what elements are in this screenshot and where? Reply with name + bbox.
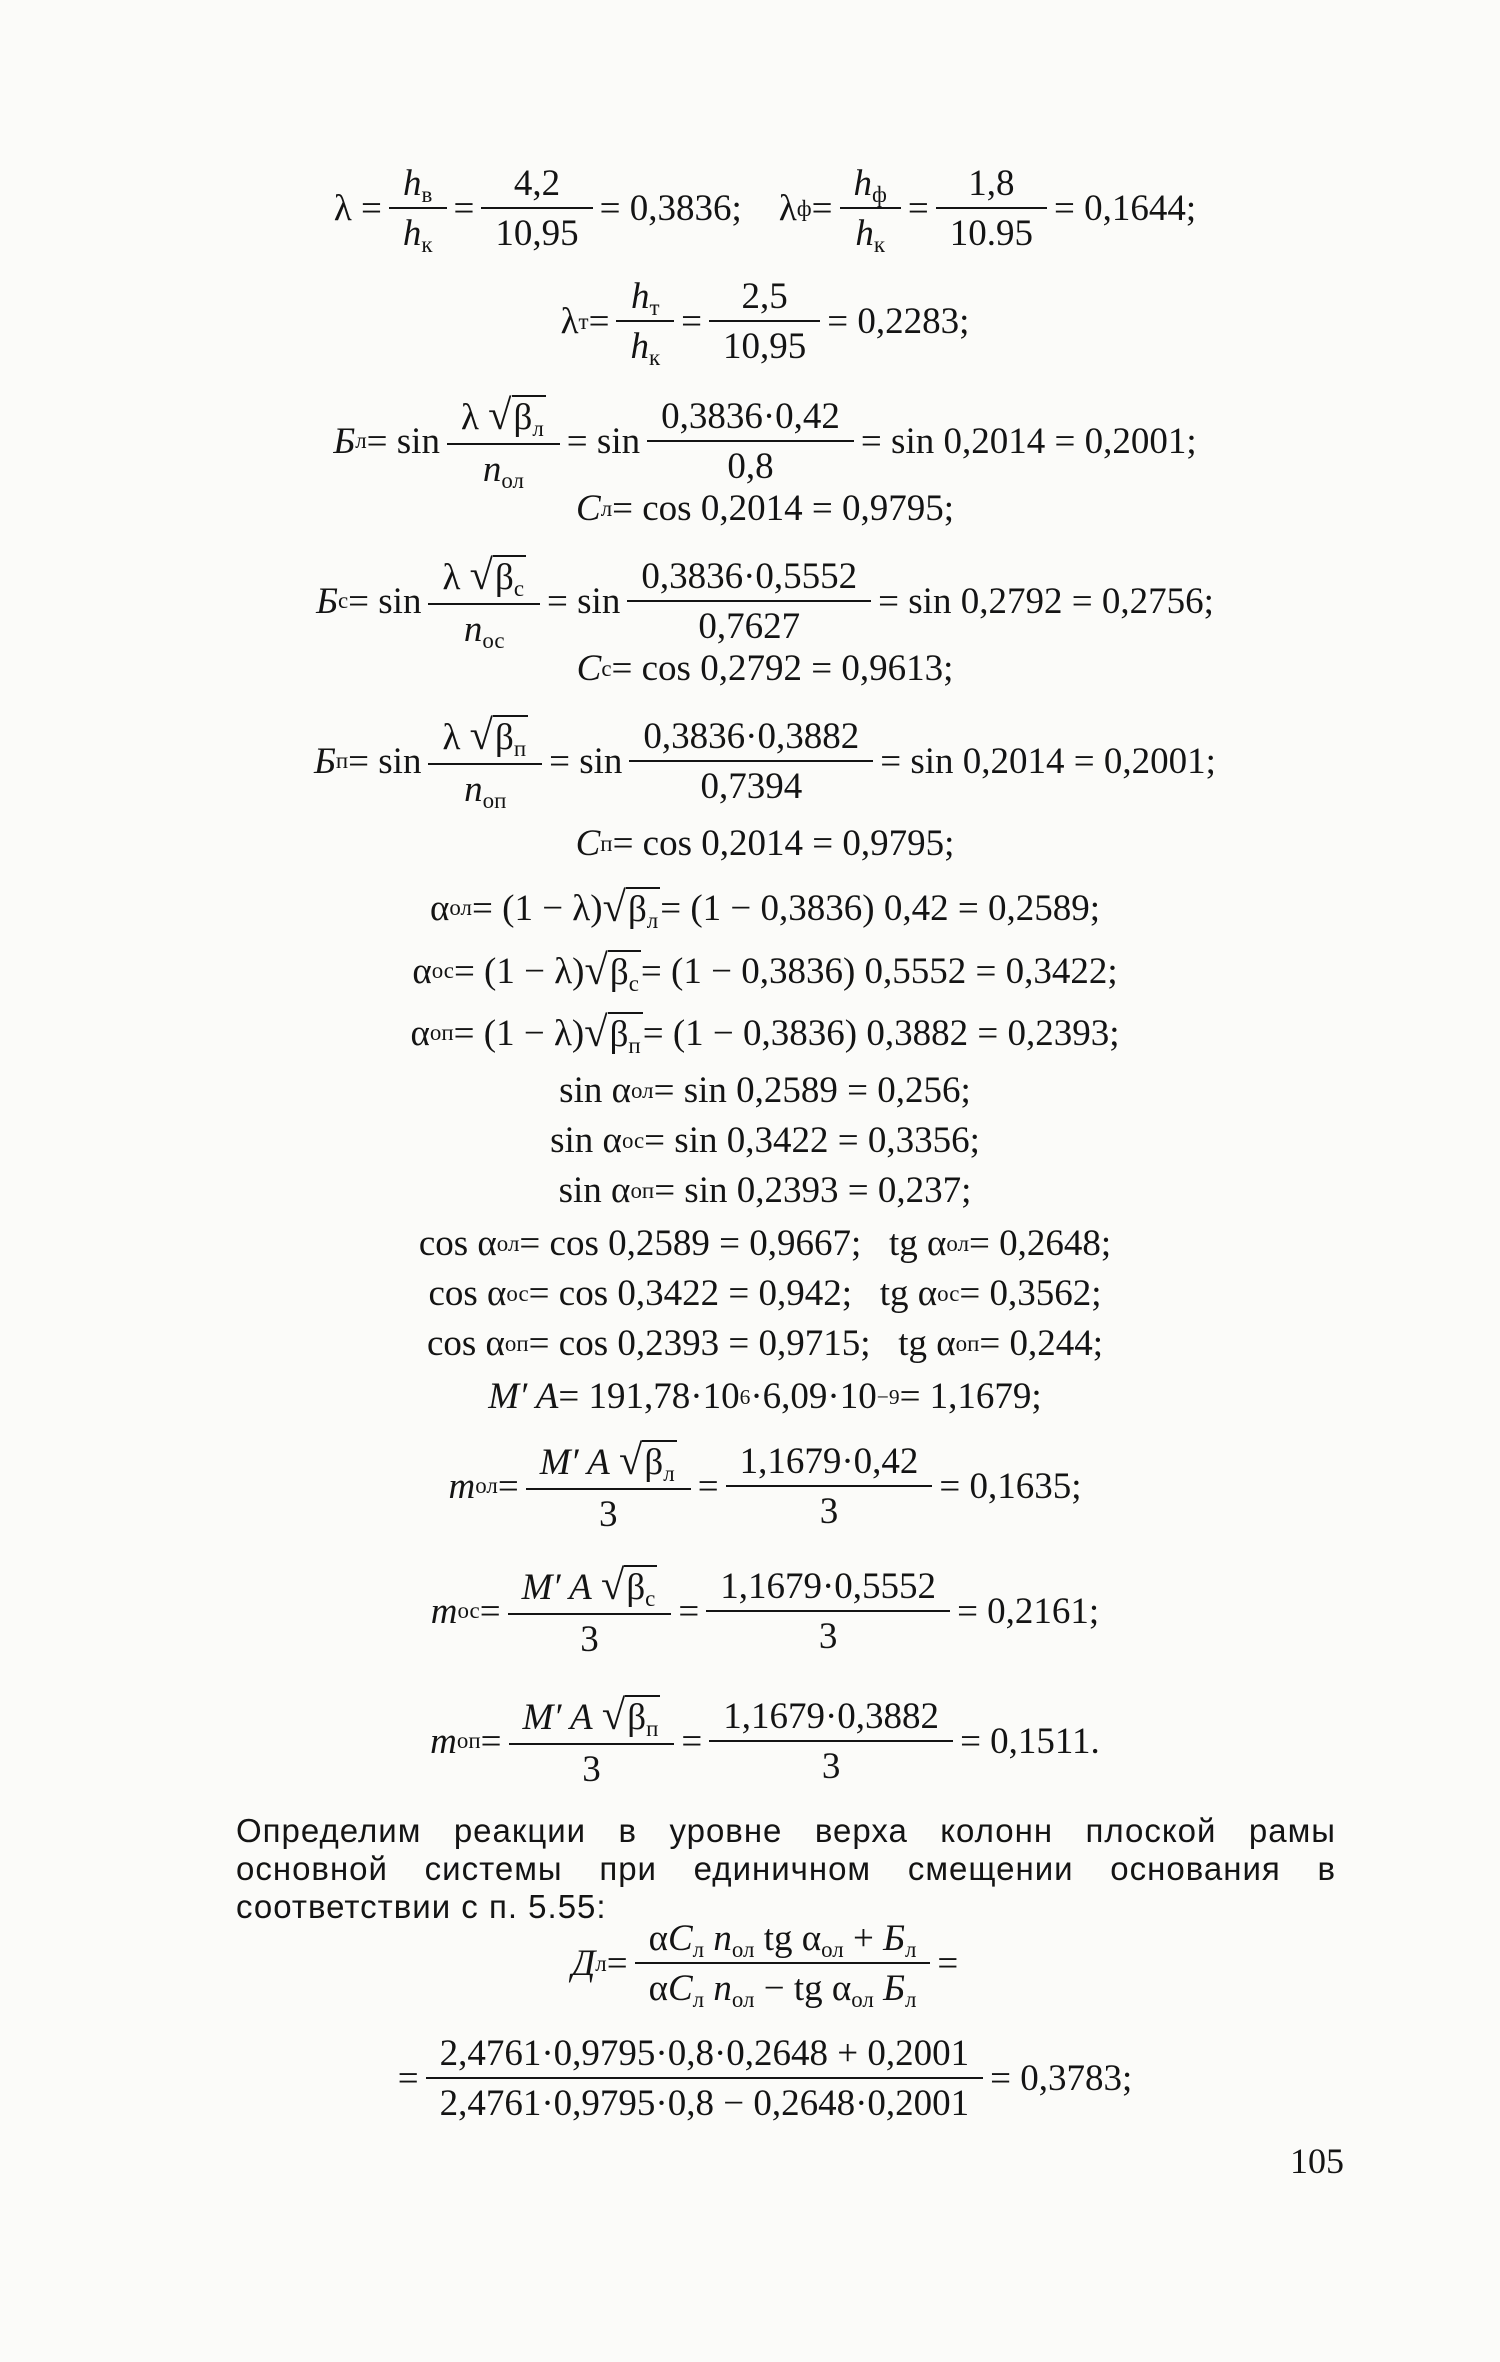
formula-b-c: Б с = sin $\frac{\lambda √\beta_с}{n_{ос}}$ = sin $\frac{0,3836\cdot 0,5552}{0,7627}$ = sin 0,2792 = 0,2756; [316, 552, 1214, 653]
formula-b-p: Б п = sin $\frac{\lambda √\beta_п}{n_{оп}}$ = sin $\frac{0,3836\cdot 0,3882}{0,7394}$ = sin 0,2014 = 0,2001; [314, 712, 1216, 813]
formula-sin-oc: sin α ос = sin 0,3422 = 0,3356; [550, 1120, 980, 1161]
formula-m-oc: m ос = $\frac{M' A √\beta_с}{3}$ = $\frac{1,1679\cdot 0,5552}{3}$ = 0,2161; [430, 1562, 1100, 1660]
formula-d-l-value: = $\frac{2,4761\cdot 0,9795\cdot 0,8\cdot 0,2648 + 0,2001}{2,4761\cdot 0,9795\cdot 0,8 - 0,2648\cdot 0,2001}$ = 0,3783; [397, 2033, 1133, 2124]
formula-alpha-oc: α ос = (1 − λ) $√\beta_с$ = (1 − 0,3836) 0,5552 = 0,3422; [412, 947, 1118, 996]
body-paragraph: Определим реакции в уровне верха колонн плоской рамы основной системы при единичном смещении основания в соответствии с п. 5.55: [236, 1812, 1336, 1925]
formula-c-c: С с = cos 0,2792 = 0,9613; [576, 648, 954, 689]
formula-sin-ol: sin α ол = sin 0,2589 = 0,256; [559, 1070, 971, 1111]
formula-sin-op: sin α оп = sin 0,2393 = 0,237; [558, 1170, 972, 1211]
formula-d-l: Д л = $\frac{\alpha С_л n_{ол} tg \alpha_{ол} + Б_л}{\alpha С_л n_{ол} - tg \alpha_{ол} Б_л}$ = [571, 1918, 959, 2012]
formula-cos-tg-op: cos α оп = cos 0,2393 = 0,9715; tg α оп = 0,244; [426, 1323, 1104, 1364]
formula-alpha-op: α оп = (1 − λ) $√\beta_п$ = (1 − 0,3836) 0,3882 = 0,2393; [410, 1009, 1120, 1058]
formula-m-op: m оп = $\frac{M' A √\beta_п}{3}$ = $\frac{1,1679\cdot 0,3882}{3}$ = 0,1511. [430, 1692, 1100, 1790]
formula-alpha-ol: α ол = (1 − λ) $√\beta_л$ = (1 − 0,3836) 0,42 = 0,2589; [429, 884, 1100, 933]
formula-cos-tg-oc: cos α ос = cos 0,3422 = 0,942; tg α ос = 0,3562; [428, 1273, 1102, 1314]
formula-cos-tg-ol: cos α ол = cos 0,2589 = 0,9667; tg α ол = 0,2648; [418, 1223, 1112, 1264]
formula-c-l: С л = cos 0,2014 = 0,9795; [576, 488, 954, 529]
formula-c-p: С п = cos 0,2014 = 0,9795; [575, 823, 955, 864]
formula-lambda: λ = $\frac{h_в}{h_к}$ = $\frac{4,2}{10,95}$ = 0,3836; λ ф = $\frac{h_ф}{h_к}$ = $\frac{1,8}{10.95}$ = 0,1644; [333, 163, 1197, 257]
formula-b-l: Б л = sin $\frac{\lambda √\beta_л}{n_{ол}}$ = sin $\frac{0,3836\cdot 0,42}{0,8}$ = sin 0,2014 = 0,2001; [333, 392, 1197, 493]
page-number: 105 [1290, 2141, 1344, 2181]
formula-m-ol: m ол = $\frac{M' A √\beta_л}{3}$ = $\frac{1,1679\cdot 0,42}{3}$ = 0,1635; [448, 1437, 1082, 1535]
formula-ma: M′ A = 191,78·10 6 ·6,09·10 −9 = 1,1679; [488, 1376, 1042, 1417]
formula-lambda-t: λ т = $\frac{h_т}{h_к}$ = $\frac{2,5}{10,95}$ = 0,2283; [560, 276, 970, 370]
